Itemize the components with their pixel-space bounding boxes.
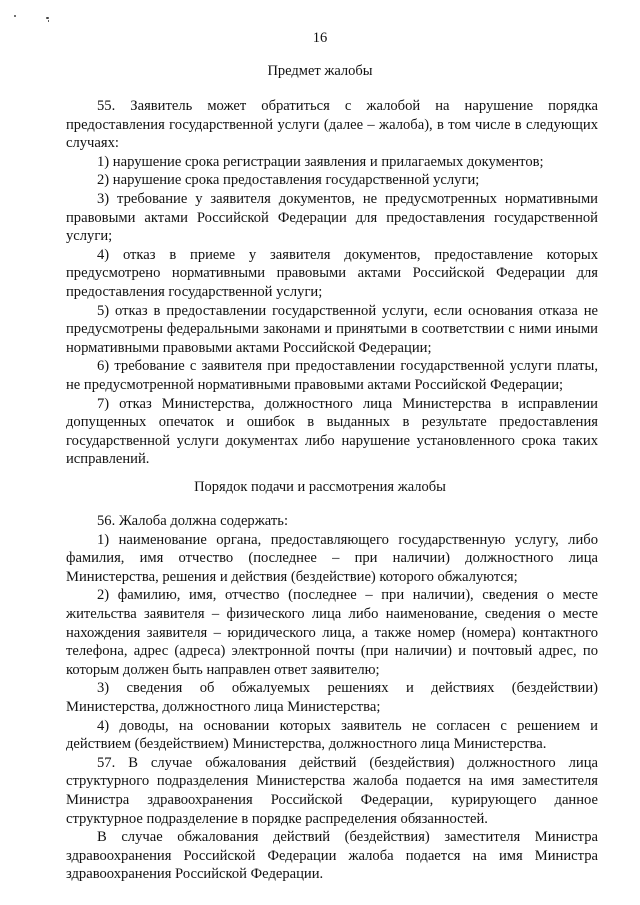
page-number: 16 [312, 30, 328, 46]
list-item: 3) сведения об обжалуемых решениях и действиях (бездействии) Министерства, должностного лица Министерства; [66, 680, 598, 715]
paragraph: 57. В случае обжалования действий (бездействия) должностного лица структурного подразделения Министерства жалоба подается на имя заместителя Министра здравоохранения Российской Федерации, курирующего данное структурное подразделение в порядке распределения обязанностей. [66, 754, 598, 827]
list-item: 1) наименование органа, предоставляющего государственную услугу, либо фамилия, имя отчество (последнее – при наличии) должностного лица Министерства, решения и действия (бездействие) которого обжалуются; [66, 531, 598, 585]
list-item: 5) отказ в предоставлении государственной услуги, если основания отказа не предусмотрены федеральными законами и принятыми в соответствии с ними иными нормативными правовыми актами Российской Федерации; [66, 302, 598, 356]
list-item: 2) нарушение срока предоставления государственной услуги; [97, 172, 480, 189]
section-heading-subject: Предмет жалобы [267, 63, 373, 79]
list-item: 4) отказ в приеме у заявителя документов, предоставление которых предусмотрено нормативными правовыми актами Российской Федерации для предоставления государственной услуги; [66, 246, 598, 300]
section-heading-procedure: Порядок подачи и рассмотрения жалобы [194, 479, 446, 495]
list-item: 7) отказ Министерства, должностного лица Министерства в исправлении допущенных опечаток и ошибок в выданных в результате предоставления государственной услуги документах либо нарушение установленного срока таких исправлений. [66, 395, 598, 468]
section-body-subject [66, 97, 598, 469]
paragraph: В случае обжалования действий (бездействия) заместителя Министра здравоохранения Российской Федерации жалоба подается на имя Министра здравоохранения Российской Федерации. [66, 829, 598, 883]
section-body-procedure [66, 512, 598, 884]
paragraph: 56. Жалоба должна содержать: [97, 513, 288, 529]
list-item: 1) нарушение срока регистрации заявления и прилагаемых документов; [97, 153, 544, 170]
scan-speck [14, 15, 16, 17]
list-item: 4) доводы, на основании которых заявитель не согласен с решением и действием (бездействием) Министерства, должностного лица Министерства. [66, 717, 598, 753]
list-item: 6) требование с заявителя при предоставлении государственной услуги платы, не предусмотренной нормативными правовыми актами Российской Федерации; [66, 358, 598, 393]
list-item: 3) требование у заявителя документов, не предусмотренных нормативными правовыми актами Российской Федерации для предоставления государственной услуги; [66, 190, 598, 245]
list-item: 2) фамилию, имя, отчество (последнее – при наличии), сведения о месте жительства заявителя – физического лица либо наименование, сведения о месте нахождения заявителя – юридического лица, а также номер (номера) контактного телефона, адрес (адреса) электронной почты (при наличии) и почтовый адрес, по которым должен быть направлен ответ заявителю; [66, 587, 598, 678]
scan-speck [48, 20, 49, 22]
scan-speck [46, 17, 49, 19]
paragraph: 55. Заявитель может обратиться с жалобой на нарушение порядка предоставления государственной услуги (далее – жалоба), в том числе в следующих случаях: [66, 98, 598, 152]
